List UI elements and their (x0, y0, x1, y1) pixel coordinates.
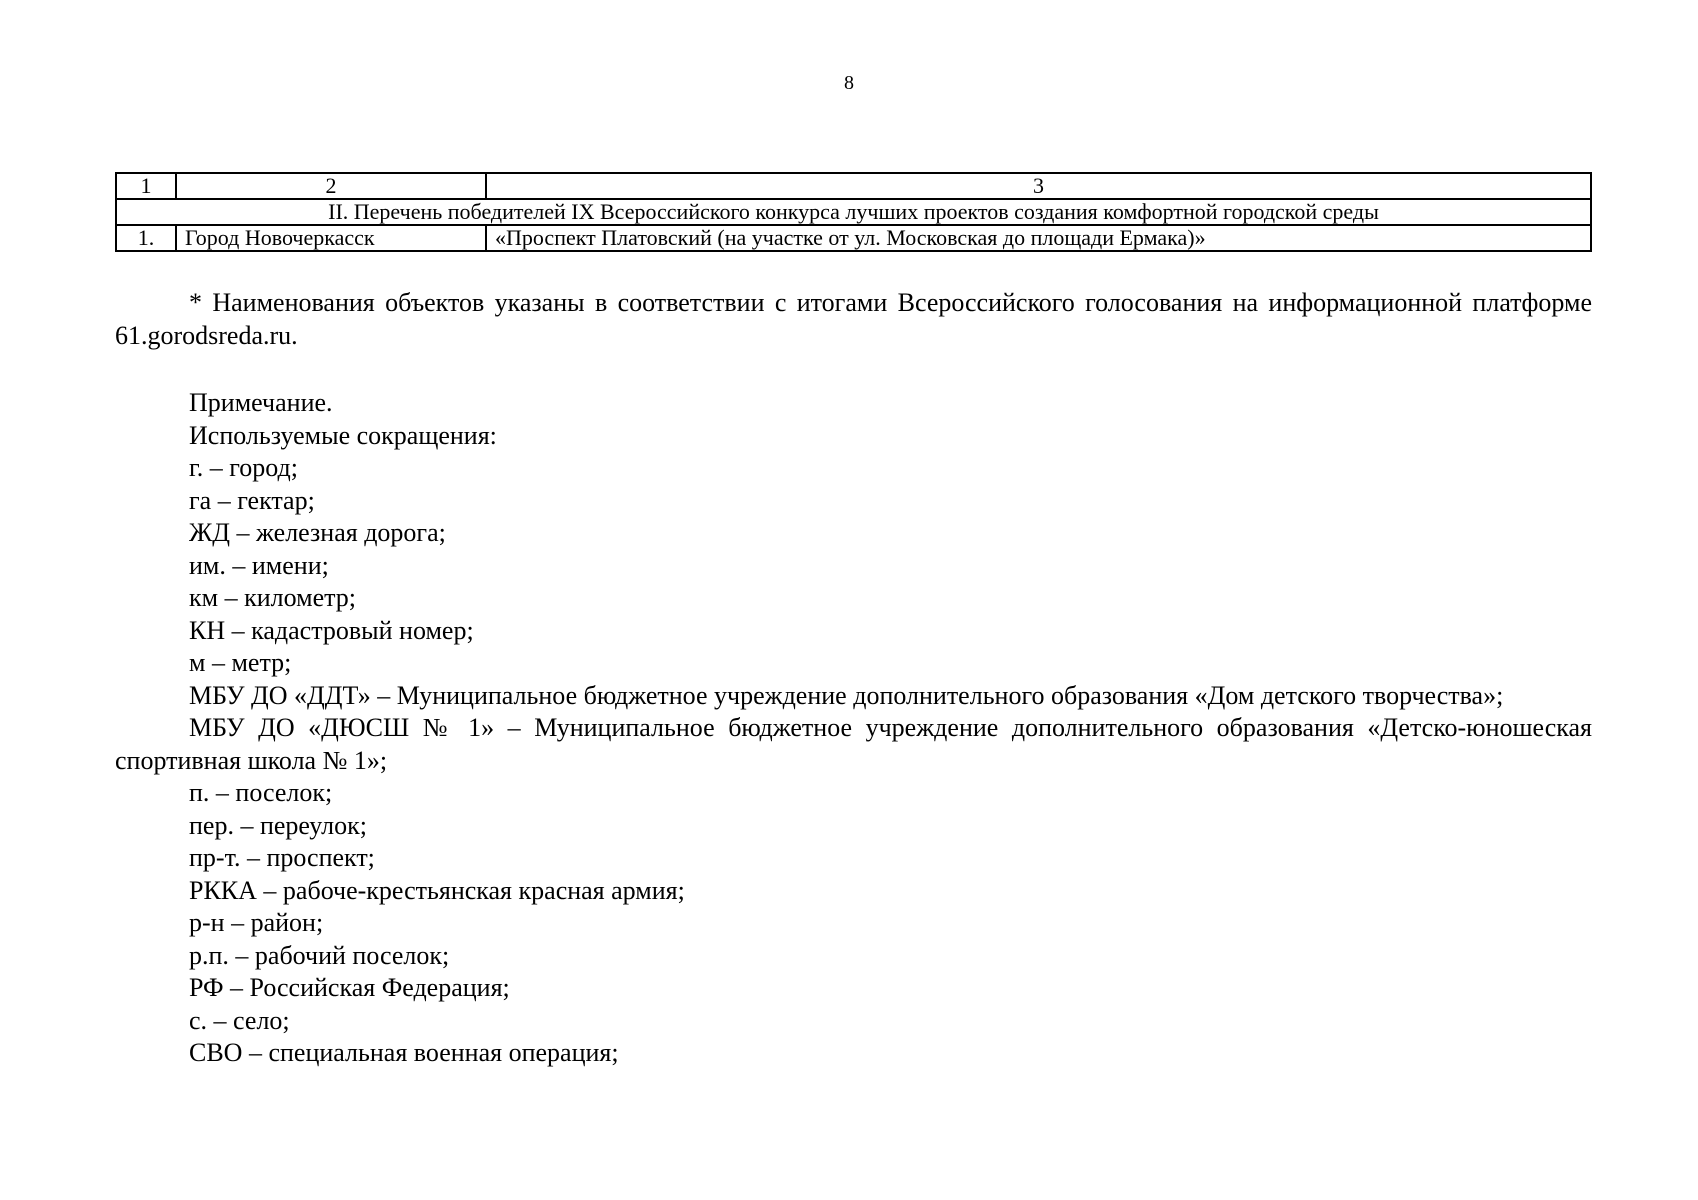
table-header-cell: 2 (176, 173, 486, 199)
table-header-cell: 3 (486, 173, 1591, 199)
abbreviation-item: МБУ ДО «ДЮСШ № 1» – Муниципальное бюджетное учреждение дополнительного образования «Детско-юношеская спортивная школа № 1»; (115, 713, 1592, 775)
abbreviation-item: р.п. – рабочий поселок; (189, 940, 450, 970)
table-header-row (116, 173, 1591, 199)
abbreviation-item: КН – кадастровый номер; (189, 615, 474, 645)
abbreviation-item: пр-т. – проспект; (189, 843, 375, 872)
notes-subheading: Используемые сокращения: (189, 420, 497, 450)
abbreviation-item: СВО – специальная военная операция; (189, 1038, 619, 1067)
abbreviation-item: ЖД – железная дорога; (189, 518, 446, 547)
abbreviation-item: РККА – рабоче-крестьянская красная армия; (189, 875, 685, 905)
abbreviation-item: г. – город; (189, 453, 298, 482)
abbreviation-item: м – метр; (189, 648, 292, 677)
abbreviation-item: МБУ ДО «ДДТ» – Муниципальное бюджетное учреждение дополнительного образования «Дом детского творчества»; (189, 680, 1504, 710)
abbreviation-item: с. – село; (189, 1005, 290, 1035)
page-number: 8 (844, 72, 854, 94)
table-cell-city: Город Новочеркасск (176, 225, 486, 251)
notes-section (115, 387, 1592, 1070)
winners-table (115, 172, 1592, 252)
table-section-title: II. Перечень победителей IX Всероссийского конкурса лучших проектов создания комфортной городской среды (116, 199, 1591, 225)
table-header-cell: 1 (116, 173, 176, 199)
abbreviation-item: км – километр; (189, 583, 357, 612)
table-cell-num: 1. (116, 225, 176, 251)
abbreviation-item: р-н – район; (189, 908, 324, 937)
abbreviation-item: РФ – Российская Федерация; (189, 973, 510, 1002)
table-row (116, 225, 1591, 251)
notes-heading: Примечание. (189, 388, 333, 417)
abbreviation-item: им. – имени; (189, 550, 329, 580)
table-section-row (116, 199, 1591, 225)
table-cell-project: «Проспект Платовский (на участке от ул. Московская до площади Ермака)» (486, 225, 1591, 251)
abbreviation-item: га – гектар; (189, 485, 315, 515)
abbreviation-item: пер. – переулок; (189, 810, 367, 840)
footnote: * Наименования объектов указаны в соответствии с итогами Всероссийского голосования на информационной платформе 61.gorodsreda.ru. (115, 288, 1592, 350)
abbreviation-item: п. – поселок; (189, 778, 333, 807)
